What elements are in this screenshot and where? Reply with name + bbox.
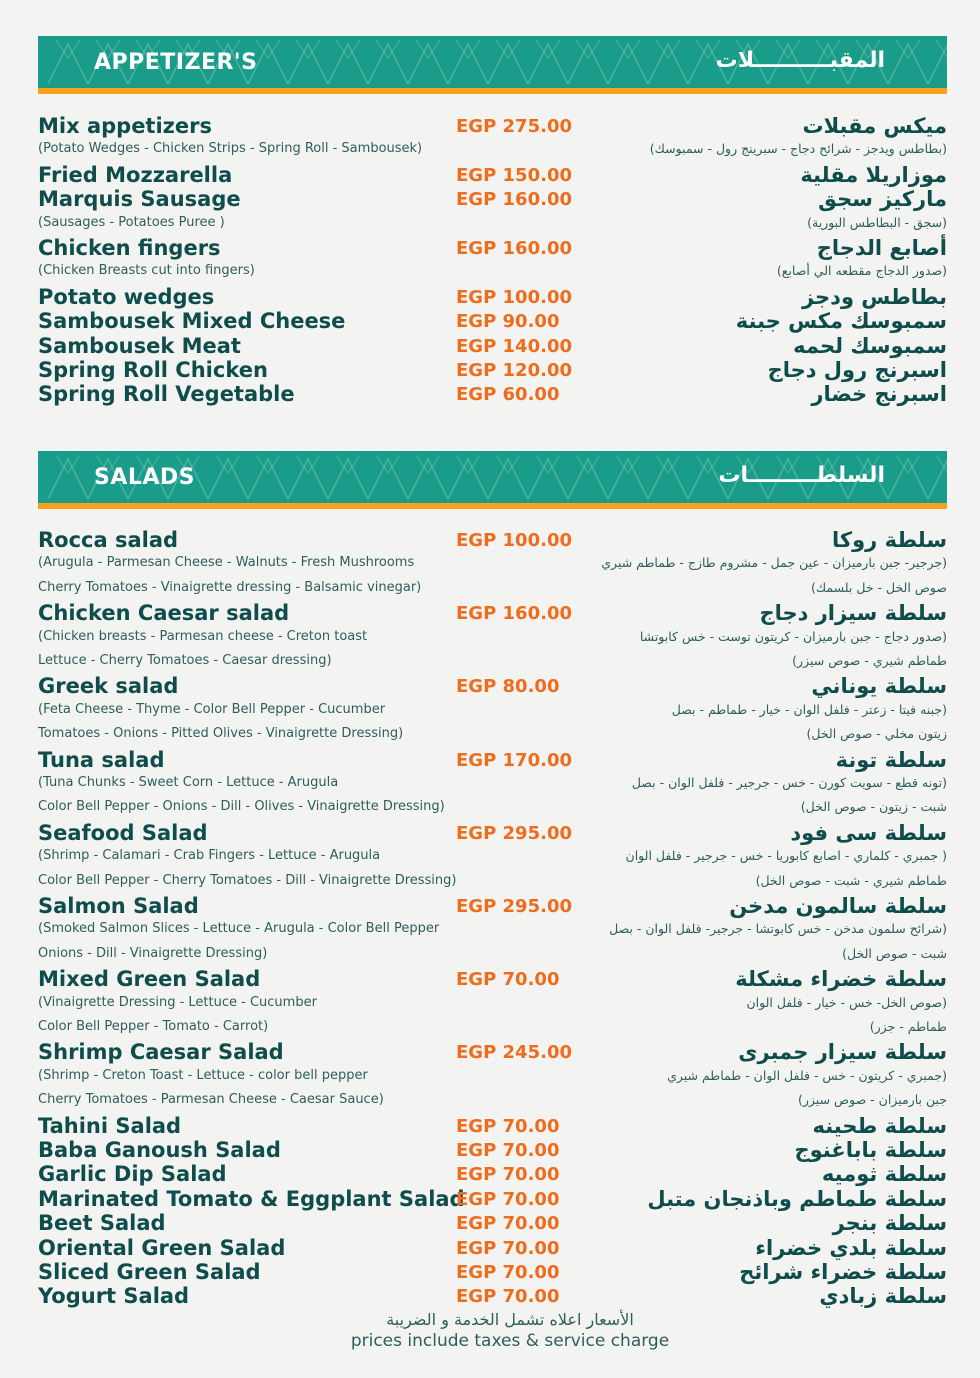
item-description-ar: زيتون مخلي - صوص الخل): [806, 726, 947, 742]
item-description-ar: شبت - صوص الخل): [842, 945, 947, 961]
menu-item: [38, 114, 947, 138]
item-price: EGP 160.00: [456, 238, 572, 259]
item-name-en: Seafood Salad: [38, 820, 208, 845]
menu-item: [38, 1211, 947, 1235]
item-name-ar: سلطة روكا: [832, 528, 947, 552]
menu-item: [38, 236, 947, 260]
menu-item: [38, 285, 947, 309]
item-price: EGP 70.00: [456, 1115, 560, 1137]
item-description-en: (Vinaigrette Dressing - Lettuce - Cucumber: [38, 994, 317, 1010]
menu-item: [38, 1236, 947, 1260]
item-description-ar: (سجق - البطاطس البورية): [807, 214, 947, 230]
item-description-en: (Shrimp - Calamari - Crab Fingers - Lettuce - Arugula: [38, 848, 381, 864]
item-description-en: (Potato Wedges - Chicken Strips - Spring Roll - Sambousek): [38, 141, 423, 157]
appetizers-banner: [38, 36, 947, 94]
item-description: [38, 946, 947, 966]
item-name-ar: سلطة يوناني: [811, 674, 947, 699]
item-price: EGP 60.00: [456, 384, 560, 406]
item-name-en: Spring Roll Vegetable: [38, 382, 295, 407]
item-name-ar: اسبرنج رول دجاج: [767, 358, 947, 382]
item-name-en: Potato wedges: [38, 284, 215, 309]
item-price: EGP 140.00: [456, 335, 572, 357]
item-name-en: Yogurt Salad: [38, 1284, 190, 1309]
salads-banner: [38, 451, 947, 509]
item-description-ar: ( جمبري - كلماري - اصابع كابوريا - خس - جرجير - فلفل الوان: [625, 848, 947, 864]
item-description-en: (Arugula - Parmesan Cheese - Walnuts - Fresh Mushrooms: [38, 555, 415, 571]
menu-item: [38, 748, 947, 772]
item-name-ar: ماركيز سجق: [818, 187, 947, 212]
item-name-ar: سلطة سى فود: [790, 820, 947, 845]
item-price: EGP 100.00: [456, 530, 572, 551]
item-name-ar: بطاطس ودجز: [801, 284, 947, 309]
item-description-ar: (تونه قطع - سويت كورن - خس - جرجير - فلفل الوان - بصل: [631, 775, 947, 790]
item-description: [38, 726, 947, 746]
item-name-en: Sambousek Meat: [38, 333, 241, 358]
item-description-en: Lettuce - Cherry Tomatoes - Caesar dressing): [38, 653, 332, 668]
item-price: EGP 295.00: [456, 896, 572, 917]
item-name-ar: سمبوسك مكس جبنة: [735, 309, 947, 334]
item-description-ar: (صدور دجاج - جبن بارميزان - كريتون توست - خس كابوتشا: [639, 628, 947, 644]
item-description-en: Tomatoes - Onions - Pitted Olives - Vinaigrette Dressing): [38, 726, 404, 742]
item-description-ar: (جرجير- جبن بارميزان - عين جمل - مشروم طازج - طماطم شيري: [601, 555, 947, 571]
item-description-ar: جبن بارميزان - صوص سيزر): [798, 1092, 947, 1108]
banner-accent-strip: [38, 88, 947, 94]
item-name-ar: اسبرنج خضار: [811, 382, 947, 407]
menu-item: [38, 528, 947, 552]
item-description: [38, 921, 947, 941]
item-price: EGP 275.00: [456, 116, 572, 137]
item-price: EGP 70.00: [456, 1262, 560, 1283]
item-description-en: (Feta Cheese - Thyme - Color Bell Pepper - Cucumber: [38, 701, 386, 717]
item-description-ar: طماطم شيري - شبت - صوص الخل): [755, 872, 947, 888]
item-name-ar: سلطة سالمون مدخن: [729, 894, 947, 918]
item-price: EGP 100.00: [456, 286, 572, 308]
item-price: EGP 245.00: [456, 1042, 572, 1064]
item-description: [38, 215, 947, 235]
item-description-ar: صوص الخل - خل بلسمك): [810, 579, 947, 595]
item-name-en: Oriental Green Salad: [38, 1235, 286, 1260]
menu-item: [38, 163, 947, 187]
item-description-en: (Shrimp - Creton Toast - Lettuce - color bell pepper: [38, 1067, 368, 1083]
item-description-en: Color Bell Pepper - Onions - Dill - Olives - Vinaigrette Dressing): [38, 799, 445, 815]
menu-item: [38, 1162, 947, 1186]
item-description: [38, 1068, 947, 1088]
item-description-ar: (بطاطس ويدجز - شرائح دجاج - سبرينج رول - سمبوسك): [649, 141, 947, 157]
item-description-ar: (شرائح سلمون مدخن - خس كابوتشا - جرجير- فلفل الوان - بصل: [609, 921, 947, 937]
menu-item: [38, 1040, 947, 1064]
item-name-ar: سلطة سيزار دجاج: [759, 601, 947, 626]
item-name-en: Beet Salad: [38, 1211, 166, 1236]
menu-item: [38, 1114, 947, 1138]
item-price: EGP 70.00: [456, 1286, 560, 1308]
item-price: EGP 70.00: [456, 1213, 560, 1235]
item-price: EGP 70.00: [456, 1237, 560, 1259]
item-description-en: Cherry Tomatoes - Vinaigrette dressing - Balsamic vinegar): [38, 579, 422, 595]
item-name-ar: ميكس مقبلات: [802, 114, 947, 138]
item-description: [38, 263, 947, 283]
item-name-en: Marquis Sausage: [38, 187, 241, 212]
item-name-en: Spring Roll Chicken: [38, 358, 268, 382]
item-name-en: Salmon Salad: [38, 894, 199, 918]
item-name-en: Rocca salad: [38, 528, 179, 552]
menu-item: [38, 894, 947, 918]
item-price: EGP 160.00: [456, 603, 572, 625]
menu-item: [38, 309, 947, 333]
item-name-en: Chicken Caesar salad: [38, 601, 290, 626]
item-description: [38, 1092, 947, 1112]
salads-title-ar: السلطـــــــــات: [718, 463, 885, 488]
item-description: [38, 702, 947, 722]
menu-item: [38, 358, 947, 382]
item-description-en: Cherry Tomatoes - Parmesan Cheese - Caesar Sauce): [38, 1092, 384, 1108]
item-description: [38, 873, 947, 893]
item-description-ar: (جمبري - كريتون - خس - فلفل الوان - طماطم شيري: [667, 1067, 947, 1083]
footer-note-en: prices include taxes & service charge: [350, 1331, 670, 1351]
item-description: [38, 555, 947, 575]
item-name-en: Mixed Green Salad: [38, 967, 261, 992]
item-name-en: Fried Mozzarella: [38, 162, 233, 187]
item-description-en: Onions - Dill - Vinaigrette Dressing): [38, 945, 268, 961]
item-description-ar: (صوص الخل- خس - خيار - فلفل الوان: [746, 994, 947, 1010]
item-price: EGP 295.00: [456, 822, 572, 844]
menu-item: [38, 967, 947, 991]
item-name-en: Marinated Tomato & Eggplant Salad: [38, 1186, 465, 1211]
item-name-en: Sambousek Mixed Cheese: [38, 309, 346, 334]
menu-item: [38, 1284, 947, 1308]
item-price: EGP 150.00: [456, 164, 572, 186]
item-description: [38, 799, 947, 819]
item-description-en: (Chicken breasts - Parmesan cheese - Creton toast: [38, 628, 368, 644]
menu-item: [38, 1187, 947, 1211]
item-name-ar: سلطة بلدي خضراء: [755, 1235, 947, 1260]
item-description-ar: (جبنه فيتا - زعتر - فلفل الوان - خيار - طماطم - بصل: [671, 701, 947, 717]
menu-item: [38, 601, 947, 625]
item-description-en: (Tuna Chunks - Sweet Corn - Lettuce - Arugula: [38, 775, 339, 790]
item-name-ar: سلطة زبادي: [819, 1284, 947, 1309]
item-name-ar: موزاريلا مقلية: [800, 162, 947, 187]
item-name-en: Tahini Salad: [38, 1113, 182, 1138]
banner-accent-strip: [38, 503, 947, 509]
item-name-ar: سمبوسك لحمه: [793, 333, 947, 358]
item-price: EGP 70.00: [456, 1164, 560, 1186]
item-description-en: (Sausages - Potatoes Puree ): [38, 214, 225, 230]
item-name-ar: سلطة طماطم وباذنجان متبل: [647, 1186, 947, 1211]
item-price: EGP 70.00: [456, 969, 560, 991]
item-name-ar: سلطة سيزار جمبرى: [738, 1040, 947, 1065]
footer-note-ar: الأسعار اعلاه تشمل الخدمة و الضريبة: [386, 1310, 634, 1329]
item-description-en: (Chicken Breasts cut into fingers): [38, 263, 255, 279]
item-name-ar: سلطة خضراء مشكلة: [735, 967, 947, 992]
menu-item: [38, 382, 947, 406]
item-price: EGP 80.00: [456, 676, 560, 698]
item-description-ar: (صدور الدجاج مقطعه الي أصابع): [776, 263, 947, 279]
item-name-ar: سلطة باباغنوج: [794, 1138, 947, 1162]
item-name-en: Baba Ganoush Salad: [38, 1138, 281, 1162]
menu-item: [38, 187, 947, 211]
item-description: [38, 653, 947, 673]
item-name-ar: سلطة بنجر: [832, 1211, 947, 1236]
item-name-en: Shrimp Caesar Salad: [38, 1040, 284, 1065]
item-price: EGP 90.00: [456, 311, 560, 333]
item-name-en: Mix appetizers: [38, 114, 212, 138]
item-description-en: Color Bell Pepper - Cherry Tomatoes - Dill - Vinaigrette Dressing): [38, 872, 457, 888]
item-description: [38, 141, 947, 161]
menu-item: [38, 1138, 947, 1162]
item-price: EGP 70.00: [456, 1188, 560, 1210]
item-name-ar: أصابع الدجاج: [816, 236, 947, 260]
item-description: [38, 995, 947, 1015]
item-price: EGP 120.00: [456, 360, 572, 381]
menu-item: [38, 1260, 947, 1284]
item-name-en: Greek salad: [38, 674, 179, 699]
appetizers-title-ar: المقبــــــــــلات: [715, 48, 885, 73]
item-description-en: (Smoked Salmon Slices - Lettuce - Arugula - Color Bell Pepper: [38, 921, 440, 937]
item-description-ar: شبت - زيتون - صوص الخل): [800, 799, 947, 815]
item-name-ar: سلطة ثوميه: [821, 1162, 947, 1187]
item-price: EGP 170.00: [456, 749, 572, 771]
item-price: EGP 160.00: [456, 189, 572, 211]
item-name-ar: سلطة طحينه: [812, 1113, 947, 1138]
item-description: [38, 1019, 947, 1039]
item-description: [38, 580, 947, 600]
menu-item: [38, 674, 947, 698]
salads-title-en: SALADS: [94, 465, 196, 490]
item-description-ar: طماطم - جزر): [869, 1019, 947, 1034]
item-description: [38, 629, 947, 649]
item-name-ar: سلطة تونة: [835, 747, 947, 772]
item-description-ar: طماطم شيري - صوص سيزر): [792, 653, 947, 668]
item-description: [38, 775, 947, 795]
item-name-en: Garlic Dip Salad: [38, 1162, 227, 1187]
item-name-en: Sliced Green Salad: [38, 1260, 261, 1284]
item-name-ar: سلطة خضراء شرائح: [739, 1260, 947, 1284]
item-price: EGP 70.00: [456, 1140, 560, 1161]
item-description: [38, 848, 947, 868]
item-description-en: Color Bell Pepper - Tomato - Carrot): [38, 1019, 269, 1034]
item-name-en: Tuna salad: [38, 747, 165, 772]
item-name-en: Chicken fingers: [38, 236, 221, 260]
appetizers-title-en: APPETIZER'S: [94, 50, 258, 75]
menu-item: [38, 821, 947, 845]
menu-item: [38, 334, 947, 358]
